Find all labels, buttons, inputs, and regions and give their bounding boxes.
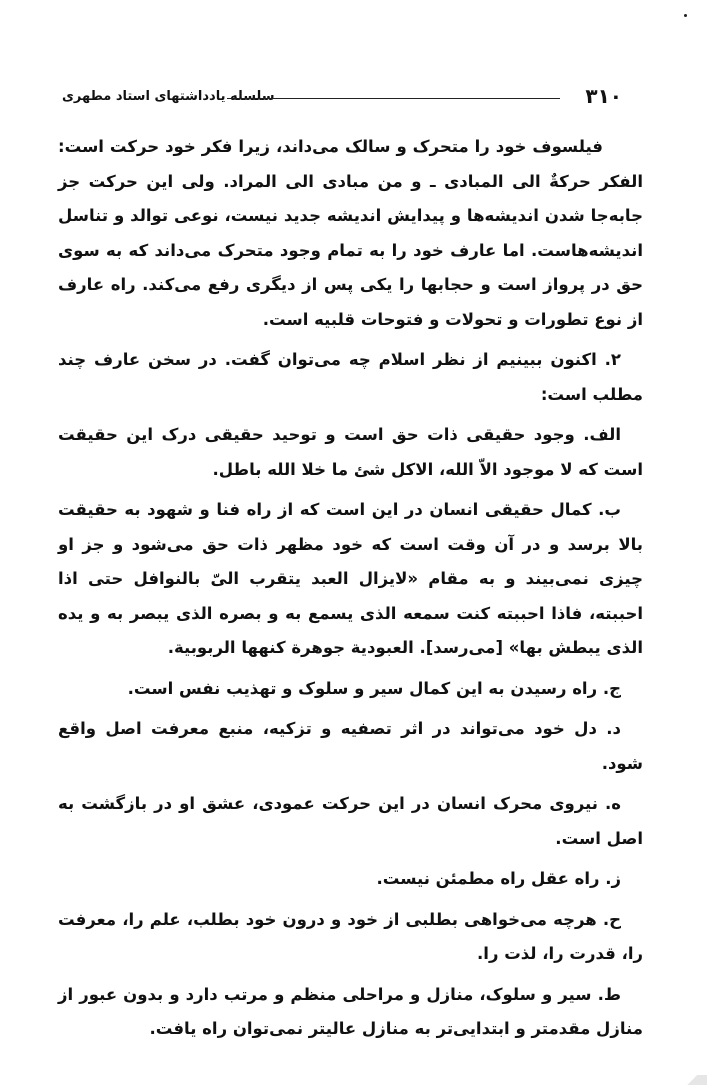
paragraph-ta: ط. سیر و سلوک، منازل و مراحلی منظم و مرتب دارد و بدون عبور از منازل مقدمتر و ابتدایی‌تر به منازل عالیتر نمی‌توان راه یافت. (58, 984, 643, 1038)
page-body (58, 130, 643, 1053)
paragraph-philosopher: فیلسوف خود را متحرک و سالک می‌داند، زیرا فکر خود حرکت است: الفکر حرکةٌ الی المبادی ـ و من مبادی الی المراد. ولی این حرکت جز جابه‌جا شدن اندیشه‌ها و پیدایش اندیشه جدید نیست، نوعی توالد و تناسل اندیشه‌هاست. اما عارف خود را به تمام وجود متحرک می‌داند که به سوی حق در پرواز است و حجابها را یکی پس از دیگری رفع می‌کند. راه عارف از نوع تطورات و تحولات و فتوحات قلبیه است. (58, 137, 643, 329)
ink-dot (684, 14, 687, 17)
running-title: سلسله یادداشتهای استاد مطهری (62, 89, 275, 104)
page-corner (677, 1075, 707, 1085)
paragraph-alef: الف. وجود حقیقی ذات حق است و توحید حقیقی درک این حقیقت است که لا موجود الاّ الله، الاکل شئ ما خلا الله باطل. (58, 425, 643, 479)
paragraph-he-hotti: ح. هرچه می‌خواهی بطلبی از خود و درون خود بطلب، علم را، معرفت را، قدرت را، لذت را. (58, 909, 643, 963)
page-number: ۳۱۰ (585, 84, 622, 108)
paragraph-jim: ج. راه رسیدن به این کمال سیر و سلوک و تهذیب نفس است. (127, 678, 621, 698)
paragraph-ze: ز. راه عقل راه مطمئن نیست. (376, 869, 621, 888)
paragraph-item-2: ۲. اکنون ببینیم از نظر اسلام چه می‌توان گفت. در سخن عارف چند مطلب است: (58, 350, 643, 404)
paragraph-be: ب. کمال حقیقی انسان در این است که از راه فنا و شهود به حقیقت بالا برسد و در آن وقت است که خود مظهر ذات حق می‌شود و جز او چیزی نمی‌بیند و به مقام «لایزال العبد یتقرب الیّ بالنوافل حتی اذا احببته، فاذا احببته کنت سمعه الذی یسمع به و بصره الذی یبصر به و یده الذی یبطش بها» [می‌رسد]. العبودیة جوهرة کنهها الربوبیة. (58, 500, 643, 657)
header-rule (227, 98, 560, 99)
page-header (62, 84, 622, 114)
paragraph-he: ه. نیروی محرک انسان در این حرکت عمودی، عشق او در بازگشت به اصل است. (58, 794, 643, 848)
paragraph-dal: د. دل خود می‌تواند در اثر تصفیه و تزکیه، منبع معرفت اصل واقع شود. (58, 719, 643, 773)
